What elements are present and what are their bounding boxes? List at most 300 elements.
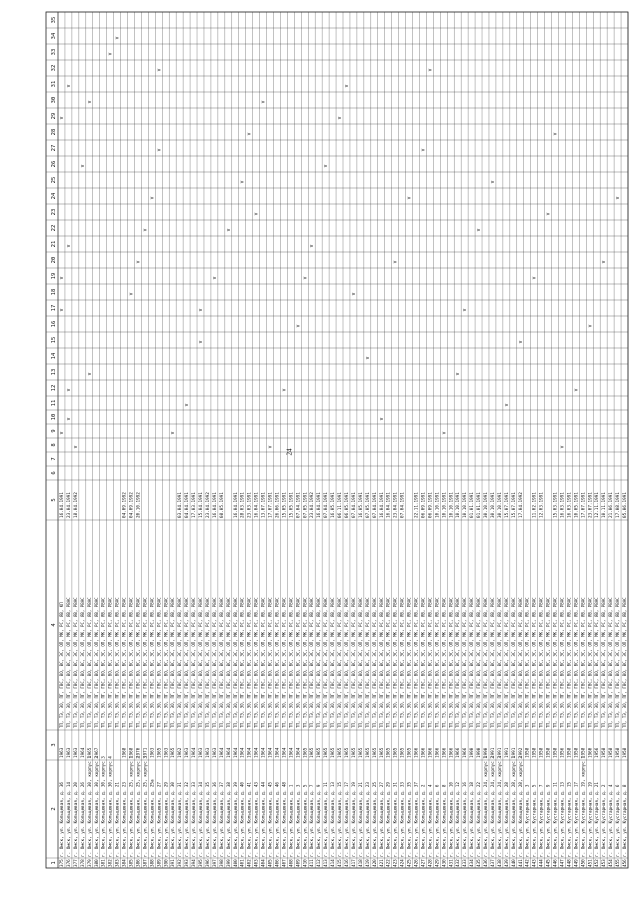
row-date: 10.10.1991 [449,492,455,518]
row-year: 1958 [623,747,629,758]
check-mark: v [86,100,93,104]
row-date: 20.10.1992 [136,492,142,518]
row-address: г. Омск, ул. Кольцевая, д. 31 [178,781,184,857]
row-codes: ТП, ТЭ, ЭО, ПГ, ГВС, ВО, ВС, ЭС, ОП, МК, РС, ЯВ, РВАС [448,597,454,728]
row-date: 05.06.1991 [623,492,629,518]
row-address: г. Омск, ул. Кольцевая, д. 33 [192,781,198,857]
row-date: 06.05.1991 [345,492,351,518]
row-date: 17.08.1991 [616,492,622,518]
check-mark: v [59,116,66,120]
row-year: 1965 [386,747,392,758]
row-year: 1958 [616,747,622,758]
row-year: 1964 [268,747,274,758]
row-number: 401 [240,859,246,867]
column-header: 33 [51,48,57,56]
row-codes: ТП, ТЭ, ЭО, ПГ, ГВС, ВО, ВС, ЭС, ОП, МК, РС, ЯВ, РВАС [232,597,238,728]
row-address: г. Омск, ул. Кольцевая, д. 44 [261,781,267,857]
column-header: 16 [51,320,57,328]
row-year: 1958 [546,747,552,758]
row-address: г. Омск, ул. Кольцевая, д. 10 [449,781,455,857]
check-mark: v [65,84,72,88]
row-date: 16.04.1991 [317,492,323,518]
row-codes: ТП, ТЭ, ЭО, ПГ, ГВС, ВО, ВС, ЭС, ОП, МК, РС, ЯВ, РВАС [191,597,197,728]
row-address: г. Омск, ул. Кольцевая, д. 2 [421,784,427,857]
row-number: 444 [539,859,545,867]
row-address: г. Омск, ул. Кольцевая, д. 22 [477,781,483,857]
row-number: 413 [324,859,330,867]
check-mark: v [156,68,163,72]
row-address: г. Омск, ул. Кольцевая, д. 33 [400,781,406,857]
row-address: г. Омск, ул. Кольцевая, д. 23 [365,781,371,857]
row-codes: ТП, ТЭ, ЭО, ПГ, ГВС, ВО, ВС, ЭС, ОП, МК, РС, ЯВ, РВАС [211,597,217,728]
row-address: г. Омск, ул. Кольцевая, д. 29 [164,781,170,857]
row-address: г. Омск, ул. Кустарная, д. 13 [560,781,566,857]
row-codes: ТП, ТЭ, ЭО, ПГ, ГВС, ВО, ВС, ЭС, ОП, МК, РС, ЯВ, РВАС [364,597,370,728]
row-address: г. Омск, ул. Кольцевая, д. 34 [199,781,205,857]
row-number: 439 [504,859,510,867]
row-number: 435 [477,859,483,867]
row-date: 04.09.1992 [122,492,128,518]
row-number: 429 [435,859,441,867]
row-number: 419 [365,859,371,867]
row-codes: ТП, ТЭ, ЭО, ПГ, ГВС, ВО, ВС, ЭС, ОП, МК, РС, ЯВ, РВАС [239,597,245,728]
row-address: г. Омск, ул. Кольцевая, д. 25, корпус 1 [129,756,135,857]
row-year: 1967 [94,747,100,758]
row-date: 23.04.1991 [66,492,72,518]
row-codes: ТП, ТЭ, ЭО, ПГ, ГВС, ВО, ВС, ЭС, ОП, МК, РС, ЯВ, РВАС [142,597,148,728]
row-date: 30.10.1991 [497,492,503,518]
row-codes: ТП, ТЭ, ЭО, ПГ, ГВС, ВО, ВС, ЭС, ОП, МК, РС, ЯВ, РВАС [128,597,134,728]
row-year: 1965 [393,747,399,758]
row-number: 455 [616,859,622,867]
row-year: 1958 [553,747,559,758]
row-date: 08.05.1991 [219,492,225,518]
row-number: 385 [129,859,135,867]
row-number: 421 [379,859,385,867]
row-codes: ТП, ТЭ, ЭО, ПГ, ГВС, ВО, ВС, ЭС, ОП, МК, РС, ЯВ, РВАС [594,597,600,728]
row-number: 443 [532,859,538,867]
row-codes: ТП, ТЭ, ЭО, ПГ, ГВС, ВО, ВС, ЭС, ОП, МК, РС, ЯВ, РВАС [455,597,461,728]
check-mark: v [302,276,309,280]
column-header: 29 [51,112,57,120]
row-year: 1963 [73,747,79,758]
row-date: 06.09.1991 [421,492,427,518]
row-year: 1966 [463,747,469,758]
row-address: г. Омск, ул. Кольцевая, д. 24, корпус 2 [490,756,496,857]
row-address: г. Омск, ул. Кольцевая, д. 39 [233,781,239,857]
row-year: 1965 [331,747,337,758]
row-address: г. Омск, ул. Кольцевая, д. 40 [240,781,246,857]
row-number: 391 [171,859,177,867]
row-date: 16.04.1991 [60,492,66,518]
check-mark: v [59,308,66,312]
check-mark: v [239,180,246,184]
row-number: 437 [490,859,496,867]
row-codes: ТП, ТЭ, ЭО, ПГ, ГВС, ВО, ВС, ЭС, ОП, МК, РС, ЯВ, РВАС [218,597,224,728]
row-address: г. Омск, ул. Кольцевая, д. 35 [205,781,211,857]
row-address: г. Омск, ул. Кустарная, д. 7 [539,784,545,857]
row-codes: ТП, ТЭ, ЭО, ПГ, ГВС, ВО, ВС, ЭС, ОП, МК, РС, ЯВ, РВАС [274,597,280,728]
row-year: 1992 [518,747,524,758]
row-number: 442 [525,859,531,867]
row-year: 1966 [435,747,441,758]
row-codes: ТП, ТЭ, ЭО, ПГ, ГВС, ВО, ВС, ЭС, ОП, МК, РС, ЯВ, РВАС [93,597,99,728]
row-date: 28.03.1991 [240,492,246,518]
row-number: 433 [463,859,469,867]
row-date: 03.04.1991 [178,492,184,518]
row-codes: ТП, ТЭ, ЭО, ПГ, ГВС, ВО, ВС, ЭС, ОП, МК, РС, ЯВ, РВАС [65,597,71,728]
row-number: 376 [66,859,72,867]
check-mark: v [253,212,260,216]
row-number: 405 [268,859,274,867]
row-codes: ТП, ТЭ, ЭО, ПГ, ГВС, ВО, ВС, ЭС, ОП, МК, РС, ЯВ, РВАС [580,597,586,728]
row-address: г. Омск, ул. Кольцевая, д. 41 [247,781,253,857]
check-mark: v [198,340,205,344]
row-year: 1966 [456,747,462,758]
row-number: 411 [310,859,316,867]
row-address: г. Омск, ул. Кольцевая, д. 20 [73,781,79,857]
row-codes: ТП, ТЭ, ЭО, ПГ, ГВС, ВО, ВС, ЭС, ОП, МК, РС, ЯВ, РВАС [323,597,329,728]
row-date: 12.11.1991 [595,492,601,518]
check-mark: v [573,388,580,392]
row-year: 1963 [150,747,156,758]
row-date: 10.10.1991 [463,492,469,518]
row-year: 1965 [379,747,385,758]
row-address: г. Омск, ул. Кольцевая, д. 25а [150,779,156,857]
row-codes: ТП, ТЭ, ЭО, ПГ, ГВС, ВО, ВС, ЭС, ОП, МК, РС, ЯВ, РВАС [86,597,92,728]
row-address: г. Омск, ул. Кольцевая, д. 15 [338,781,344,857]
check-mark: v [552,132,559,136]
row-address: г. Омск, ул. Кольцевая, д. 30 [171,781,177,857]
row-number: 383 [115,859,121,867]
row-year: 1964 [219,747,225,758]
column-header: 17 [51,304,57,312]
row-codes: ТП, ТЭ, ЭО, ПГ, ГВС, ВО, ВС, ЭС, ОП, МК, РС, ЯВ, РВАС [170,597,176,728]
row-codes: ТП, ТЭ, ЭО, ПГ, ГВС, ВО, ВС, ЭС, ОП, МК, РС, ЯВ, РВАС [253,597,259,728]
check-mark: v [114,36,121,40]
check-mark: v [392,260,399,264]
row-number: 397 [212,859,218,867]
row-address: г. Омск, ул. Кольцевая, д. 9 [317,784,323,857]
row-address: г. Омск, ул. Кольцевая, д. 27 [157,781,163,857]
row-date: 10.10.1991 [456,492,462,518]
row-address: г. Омск, ул. Кольцевая, д. 13 [331,781,337,857]
row-year: 1991 [490,747,496,758]
row-codes: ТП, ТЭ, ЭО, ПГ, ГВС, ВО, ВС, ЭС, ОП, МК, РС, ЯВ, РВАС [309,597,315,728]
row-number: 450 [581,859,587,867]
row-year: 1965 [372,747,378,758]
row-number: 424 [400,859,406,867]
column-header: 31 [51,80,57,88]
row-number: 441 [518,859,524,867]
row-codes: ТП, ТЭ, ЭО, ПГ, ГВС, ВО, ВС, ЭС, ОП, МК, РС, ЯВ, РВАС [566,597,572,728]
row-year: 1963 [212,747,218,758]
row-codes: ТП, ТЭ, ЭО, ПГ, ГВС, ВО, ВС, ЭС, ОП, МК, РС, ЯВ, РВАС [545,597,551,728]
row-codes: ТП, ТЭ, ЭО, ПГ, ГВС, ВО, ВС, ЭС, ОП, МК, РС, ЯВ, РВАС [462,597,468,728]
row-address: г. Омск, ул. Кольцевая, д. 31 [393,781,399,857]
row-date: 16.05.1991 [331,492,337,518]
column-header: 15 [51,336,57,344]
row-address: г. Омск, ул. Кольцевая, д. 43 [254,781,260,857]
row-address: г. Омск, ул. Кустарная, д. 19 [588,781,594,857]
check-mark: v [295,324,302,328]
check-mark: v [267,445,274,449]
row-year: 1964 [296,747,302,758]
row-codes: ТП, ТЭ, ЭО, ПГ, ГВС, ВО, ВС, ЭС, ОП, МК, РС, ЯВ, РВАС [587,597,593,728]
column-header: 14 [51,352,57,360]
row-address: г. Омск, ул. Кольцевая, д. 45 [268,781,274,857]
row-address: г. Омск, ул. Кольцевая, д. 35 [407,781,413,857]
row-year: 1965 [345,747,351,758]
check-mark: v [198,308,205,312]
column-header: 35 [51,16,57,24]
row-year: 1965 [358,747,364,758]
row-number: 412 [317,859,323,867]
row-codes: ТП, ТЭ, ЭО, ПГ, ГВС, ВО, ВС, ЭС, ОП, МК, РС, ЯВ, РВАС [538,597,544,728]
row-number: 438 [497,859,503,867]
row-number: 422 [386,859,392,867]
row-year: 1966 [442,747,448,758]
row-number: 377 [73,859,79,867]
check-mark: v [246,132,253,136]
column-header: 8 [51,443,57,447]
row-date: 15.07.1991 [511,492,517,518]
row-year: 1965 [338,747,344,758]
row-date: 07.04.1991 [372,492,378,518]
row-year: 1965 [171,747,177,758]
row-codes: ТП, ТЭ, ЭО, ПГ, ГВС, ВО, ВС, ЭС, ОП, МК, РС, ЯВ, РВАС [420,597,426,728]
row-year: 1965 [351,747,357,758]
row-address: г. Омск, ул. Кольцевая, д. 25, корпус 3 [143,756,149,857]
row-address: г. Омск, ул. Кольцевая, д. 25, корпус 2 [136,756,142,857]
check-mark: v [489,180,496,184]
row-codes: ТП, ТЭ, ЭО, ПГ, ГВС, ВО, ВС, ЭС, ОП, МК, РС, ЯВ, РВАС [496,597,502,728]
row-number: 408 [289,859,295,867]
row-date: 16.04.1991 [212,492,218,518]
check-mark: v [350,292,357,296]
row-date: 07.04.1991 [400,492,406,518]
row-number: 375 [60,859,66,867]
row-year: 1965 [317,747,323,758]
row-codes: ТП, ТЭ, ЭО, ПГ, ГВС, ВО, ВС, ЭС, ОП, МК, РС, ЯВ, РВАС [198,597,204,728]
row-date: 07.04.1991 [351,492,357,518]
row-address: г. Омск, ул. Кустарная, д. 21 [595,781,601,857]
check-mark: v [587,324,594,328]
row-address: г. Омск, ул. Кольцевая, д. 1 [289,784,295,857]
row-date: 23.07.1991 [588,492,594,518]
row-codes: ТП, ТЭ, ЭО, ПГ, ГВС, ВО, ВС, ЭС, ОП, МК, РС, ЯВ, РВАС [608,597,614,728]
row-codes: ТП, ТЭ, ЭО, ПГ, ГВС, ВО, ВС, ЭС, ОП, МК, РС, ЯВ, РВАС [288,597,294,728]
row-address: г. Омск, ул. Кольцевая, д. 3б [60,781,66,857]
row-address: г. Омск, ул. Кольцевая, д. 30, корпус 4 [108,756,114,857]
check-mark: v [462,308,469,312]
row-year: 1964 [80,747,86,758]
row-address: г. Омск, ул. Кустарная, д. 9 [546,784,552,857]
row-codes: ТП, ТЭ, ЭО, ПГ, ГВС, ВО, ВС, ЭС, ОП, МК, РС, ЯВ, РВАС [344,597,350,728]
row-number: 418 [358,859,364,867]
row-address: г. Омск, ул. Кустарная, д. 15 [567,781,573,857]
row-address: г. Омск, ул. Кустарная, д. 6 [616,784,622,857]
row-address: г. Омск, ул. Кустарная, д. 4 [609,784,615,857]
column-header: 20 [51,256,57,264]
row-address: г. Омск, ул. Кольцевая, д. 11 [324,781,330,857]
row-number: 434 [470,859,476,867]
row-number: 416 [345,859,351,867]
row-codes: ТП, ТЭ, ЭО, ПГ, ГВС, ВО, ВС, ЭС, ОП, МК, РС, ЯВ, РВАС [246,597,252,728]
check-mark: v [128,292,135,296]
row-address: г. Омск, ул. Кольцевая, д. 32 [185,781,191,857]
column-header: 10 [51,413,57,421]
row-codes: ТП, ТЭ, ЭО, ПГ, ГВС, ВО, ВС, ЭС, ОП, МК, РС, ЯВ, РВАС [267,597,273,728]
row-number: 393 [185,859,191,867]
row-number: 423 [393,859,399,867]
row-address: г. Омск, ул. Кольцевая, д. 30, корпус 3 [101,756,107,857]
row-codes: ТП, ТЭ, ЭО, ПГ, ГВС, ВО, ВС, ЭС, ОП, МК, РС, ЯВ, РВАС [434,597,440,728]
row-year: 1990 [470,747,476,758]
column-header: 24 [51,192,57,200]
page-number: 24 [285,448,294,456]
row-date: 10.11.1991 [602,492,608,518]
row-address: г. Омск, ул. Кольцевая, д. 29 [386,781,392,857]
row-number: 414 [331,859,337,867]
row-date: 23.04.1991 [393,492,399,518]
row-number: 400 [233,859,239,867]
row-date: 16.03.1991 [560,492,566,518]
column-header: 1 [51,861,57,865]
row-year: 1964 [240,747,246,758]
row-year: 1962 [178,747,184,758]
row-year: 1965 [365,747,371,758]
row-year: 1964 [192,747,198,758]
row-number: 395 [199,859,205,867]
row-codes: ТП, ТЭ, ЭО, ПГ, ГВС, ВО, ВС, ЭС, ОП, МК, РС, ЯВ, РВАС [79,597,85,728]
row-number: 404 [261,859,267,867]
row-address: г. Омск, ул. Кольцевая, д. 21 [358,781,364,857]
check-mark: v [59,276,66,280]
row-year: 1991 [511,747,517,758]
row-date: 06.09.1991 [428,492,434,518]
row-codes: ТП, ТЭ, ЭО, ПГ, ГВС, ВО, ВС, ЭС, ОП, МК, РС, ЯВ, РВАС [510,597,516,728]
row-codes: ТП, ТЭ, ЭО, ПГ, ГВС, ВО, ВС, ЭС, ОП, МК, РС, ЯВ, РВАС [302,597,308,728]
row-codes: ТП, ТЭ, ЭО, ПГ, ГВС, ВО, ВС, ЭС, ОП, МК, РС, ЯВ, РВАС [378,597,384,728]
row-date: 10.10.1991 [442,492,448,518]
row-date: 10.05.1991 [574,492,580,518]
row-address: г. Омск, ул. Кольцевая, д. 28, корпус 1 [511,756,517,857]
row-date: 17.03.1991 [192,492,198,518]
column-header: 6 [51,471,57,475]
row-codes: ТП, ТЭ, ЭО, ПГ, ГВС, ВО, ВС, ЭС, ОП, МК, РС, ЯВ, РВАС [392,597,398,728]
row-number: 447 [560,859,566,867]
row-codes: ТП, ТЭ, ЭО, ПГ, ГВС, ВО, ВС, ЭС, ОП, МК, РС, ЯВ, РВАС [149,597,155,728]
row-number: 430 [442,859,448,867]
check-mark: v [135,260,142,264]
row-codes: ТП, ТЭ, ЭО, ПГ, ГВС, ВО, ВС, ЭС, ОП, МК, РС, ЯВ, РВАС [357,597,363,728]
row-year: 1991 [497,747,503,758]
row-number: 388 [150,859,156,867]
row-address: г. Омск, ул. Кольцевая, д. 17 [345,781,351,857]
row-codes: ТП, ТЭ, ЭО, ПГ, ГВС, ВО, ВС, ЭС, ОП, МК, РС, ЯВ, РВАС [427,597,433,728]
row-date: 17.07.1991 [581,492,587,518]
row-year: 1956 [595,747,601,758]
row-address: г. Омск, ул. Кольцевая, д. 30, корпус 2 [94,756,100,857]
row-address: г. Омск, ул. Кольцевая, д. 24, корпус 3 [497,756,503,857]
check-mark: v [323,164,330,168]
row-date: 22.11.1991 [414,492,420,518]
row-year: 1958 [567,747,573,758]
check-mark: v [170,431,177,435]
row-codes: ТП, ТЭ, ЭО, ПГ, ГВС, ВО, ВС, ЭС, ОП, МК, РС, ЯВ, РВАС [524,597,530,728]
row-number: 392 [178,859,184,867]
row-number: 390 [164,859,170,867]
row-address: г. Омск, ул. Кольцевая, д. 18 [470,781,476,857]
row-date: 12.03.1991 [539,492,545,518]
row-codes: ТП, ТЭ, ЭО, ПГ, ГВС, ВО, ВС, ЭС, ОП, МК, РС, ЯВ, РВАС [350,597,356,728]
check-mark: v [281,388,288,392]
row-number: 406 [275,859,281,867]
row-year: 1990 [484,747,490,758]
check-mark: v [79,164,86,168]
column-header: 30 [51,96,57,104]
check-mark: v [86,372,93,376]
row-year: 1958 [525,747,531,758]
row-number: 440 [511,859,517,867]
row-year: 1968 [129,747,135,758]
check-mark: v [615,196,622,200]
row-number: 382 [108,859,114,867]
row-year: 1958 [574,747,580,758]
row-address: г. Омск, ул. Кольцевая, д. 46 [275,781,281,857]
column-header: 28 [51,128,57,136]
row-codes: ТП, ТЭ, ЭО, ПГ, ГВС, ВО, ВС, ЭС, ОП, МК, РС, ЯВ, РВАС [483,597,489,728]
row-date: 07.05.1991 [303,492,309,518]
row-codes: ТП, ТЭ, ЭО, ПГ, ГВС, ВО, ВС, ЭС, ОП, МК, РС, ЯВ, РВАС [100,597,106,728]
check-mark: v [406,196,413,200]
row-date: 10.10.1991 [435,492,441,518]
row-address: г. Омск, ул. Кустарная, д. 3 [525,784,531,857]
row-number: 426 [414,859,420,867]
row-codes: ТП, ТЭ, ЭО, ПГ, ГВС, ВО, ВС, ЭС, ОП, МК, РС, ЯВ, РВАС [281,597,287,728]
row-number: 399 [226,859,232,867]
row-address: г. Омск, ул. Кольцевая, д. 6 [435,784,441,857]
row-codes: ТП, ТЭ, ЭО, ПГ, ГВС, ВО, ВС, ЭС, ОП, МК, РС, ЯВ, РВАС [163,597,169,728]
row-address: г. Омск, ул. Кольцевая, д. 16 [463,781,469,857]
row-year: 1963 [66,747,72,758]
row-date: 04.09.1992 [129,492,135,518]
row-date: 06.11.1991 [338,492,344,518]
table-border [46,12,628,868]
check-mark: v [531,276,538,280]
row-address: г. Омск, ул. Кольцевая, д. 3 [296,784,302,857]
row-codes: ТП, ТЭ, ЭО, ПГ, ГВС, ВО, ВС, ЭС, ОП, МК, РС, ЯВ, РВАС [107,597,113,728]
row-year: 1958 [539,747,545,758]
row-address: г. Омск, ул. Кольцевая, д. 23 [122,781,128,857]
row-date: 23.04.1992 [205,492,211,518]
row-date: 16.04.1991 [233,492,239,518]
row-date: 15.03.1991 [553,492,559,518]
row-codes: ТП, ТЭ, ЭО, ПГ, ГВС, ВО, ВС, ЭС, ОП, МК, РС, ЯВ, РВАС [399,597,405,728]
row-codes: ТП, ТЭ, ЭО, ПГ, ГВС, ВО, ВС, ЭС, ОП, МК, РС, ЯВ, РВАС [156,597,162,728]
check-mark: v [517,340,524,344]
row-codes: ТП, ТЭ, ЭО, ПГ, ГВС, ВО, ВС, ЭС, ОП, МК, РС, ЯВ, РВАС [441,597,447,728]
column-header: 32 [51,64,57,72]
row-codes: ТП, ТЭ, ЭО, ПГ, ГВС, ВО, ВС, ЭС, ОП, МК, РС, ЯВ, РВАС [225,597,231,728]
row-number: 384 [122,859,128,867]
row-year: 1964 [282,747,288,758]
row-date: 26.06.1991 [275,492,281,518]
row-address: г. Омск, ул. Кустарная, д. 5 [532,784,538,857]
row-year: 1964 [289,747,295,758]
row-address: г. Омск, ул. Кольцевая, д. 14 [66,781,72,857]
